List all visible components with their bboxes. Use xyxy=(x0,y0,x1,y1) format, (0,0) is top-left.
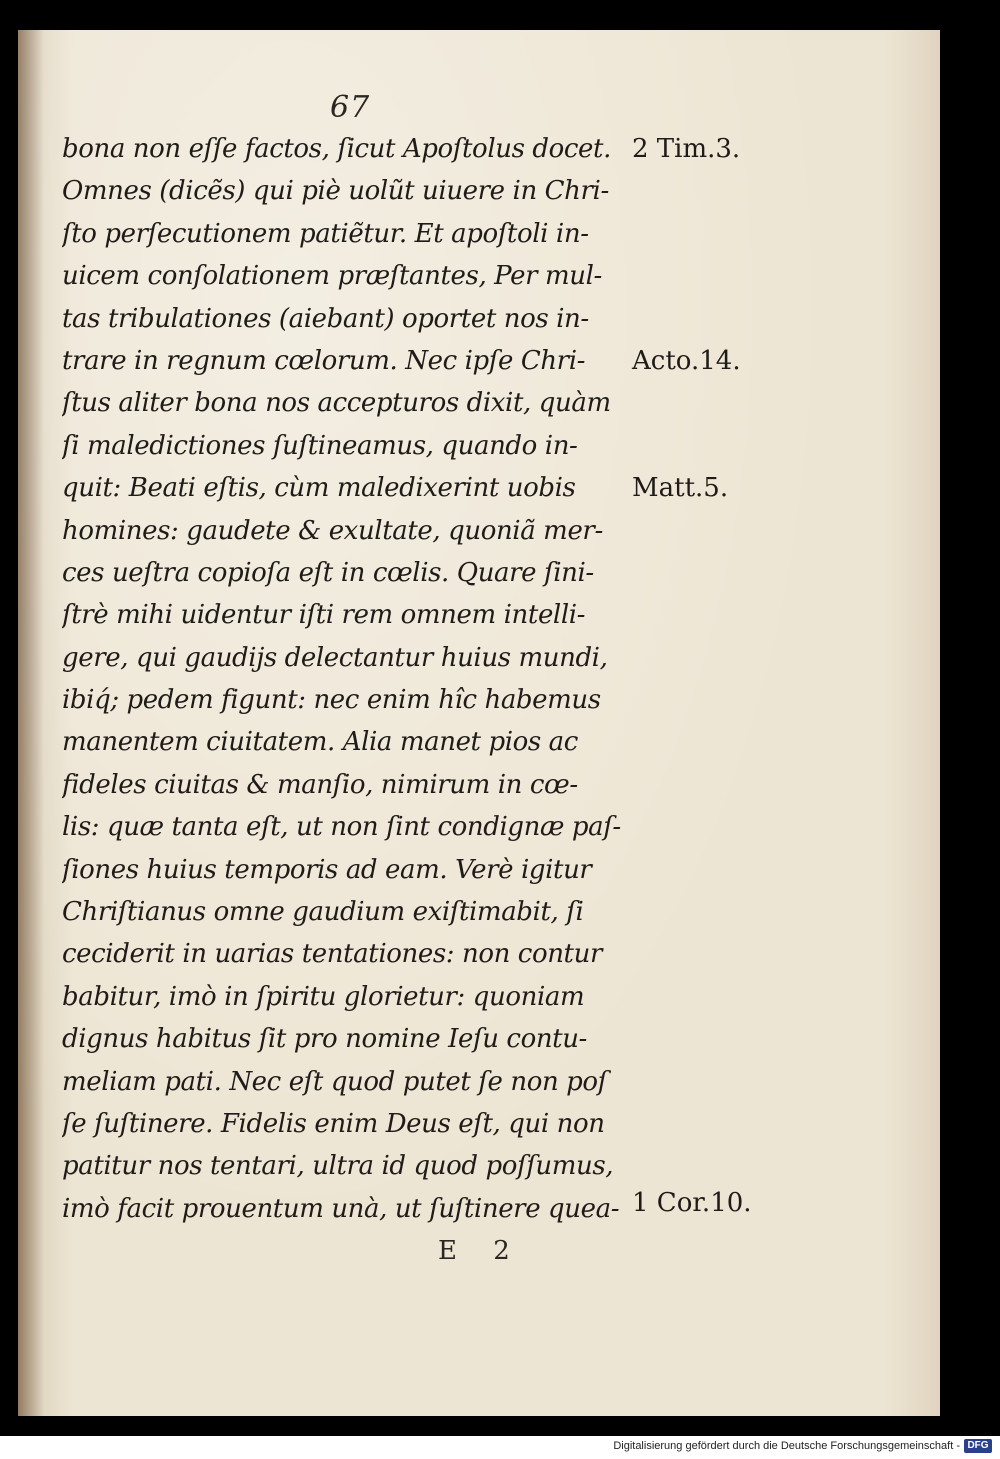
text-line: ceciderit in uarias tentationes: non contur xyxy=(62,939,602,970)
text-line: ſe ſuſtinere. Fidelis enim Deus eſt, qui non xyxy=(62,1108,605,1139)
margin-note-2tim: 2 Tim.3. xyxy=(632,134,741,164)
text-line: quit: Beati eſtis, cùm maledixerint uobis xyxy=(62,473,576,504)
text-line: homines: gaudete & exultate, quoniã mer- xyxy=(62,515,603,546)
text-line: trare in regnum cœlorum. Nec ipſe Chri- xyxy=(62,345,586,376)
text-line: ſtus aliter bona nos accepturos dixit, quàm xyxy=(62,388,611,419)
text-line: tas tribulationes (aiebant) oportet nos in- xyxy=(62,303,589,334)
dfg-logo-icon: DFG xyxy=(964,1439,992,1453)
text-line: ſi maledictiones ſuſtineamus, quando in- xyxy=(62,430,578,461)
text-line: ces ueſtra copioſa eſt in cœlis. Quare ſini- xyxy=(62,557,594,588)
text-line: ſto perſecutionem patiẽtur. Et apoſtoli in- xyxy=(62,218,589,249)
book-page xyxy=(18,30,940,1416)
text-line: gere, qui gaudijs delectantur huius mundi, xyxy=(62,642,608,673)
signature-mark: E 2 xyxy=(438,1236,524,1266)
text-line: fideles ciuitas & manſio, nimirum in cœ- xyxy=(62,769,578,800)
text-line: ſtrè mihi uidentur iſti rem omnem intelli- xyxy=(62,600,586,631)
text-line: Omnes (dicẽs) qui piè uolũt uiuere in Chri- xyxy=(62,176,609,207)
text-line: lis: quæ tanta eſt, ut non ſint condignæ paſ- xyxy=(62,812,621,843)
text-line: Chriſtianus omne gaudium exiſtimabit, ſi xyxy=(62,897,584,928)
text-line: patitur nos tentari, ultra id quod poſſumus, xyxy=(62,1151,614,1182)
funding-credit: Digitalisierung gefördert durch die Deutsche Forschungsgemeinschaft - xyxy=(613,1440,960,1452)
text-line: meliam pati. Nec eſt quod putet ſe non poſ xyxy=(62,1066,607,1097)
text-line: dignus habitus ſit pro nomine Ieſu contu- xyxy=(62,1024,587,1055)
gutter-shadow xyxy=(18,30,44,1416)
text-line: manentem ciuitatem. Alia manet pios ac xyxy=(62,727,578,758)
main-text-block xyxy=(62,128,632,1230)
page-number: 67 xyxy=(330,90,371,125)
margin-note-acto: Acto.14. xyxy=(632,346,741,376)
footer-bar xyxy=(0,1436,1000,1459)
text-line: ſiones huius temporis ad eam. Verè igitur xyxy=(62,854,592,885)
margin-note-1cor: 1 Cor.10. xyxy=(632,1188,752,1218)
text-line: uicem conſolationem præſtantes, Per mul- xyxy=(62,261,602,292)
text-line: imò facit prouentum unà, ut ſuſtinere quea- xyxy=(62,1193,620,1224)
text-line: bona non eſſe factos, ſicut Apoſtolus docet. xyxy=(62,134,611,164)
text-line: babitur, imò in ſpiritu glorietur: quoniam xyxy=(62,981,585,1012)
margin-note-matt: Matt.5. xyxy=(632,473,729,503)
text-line: ibiq́; pedem figunt: nec enim hîc habemus xyxy=(62,685,601,716)
